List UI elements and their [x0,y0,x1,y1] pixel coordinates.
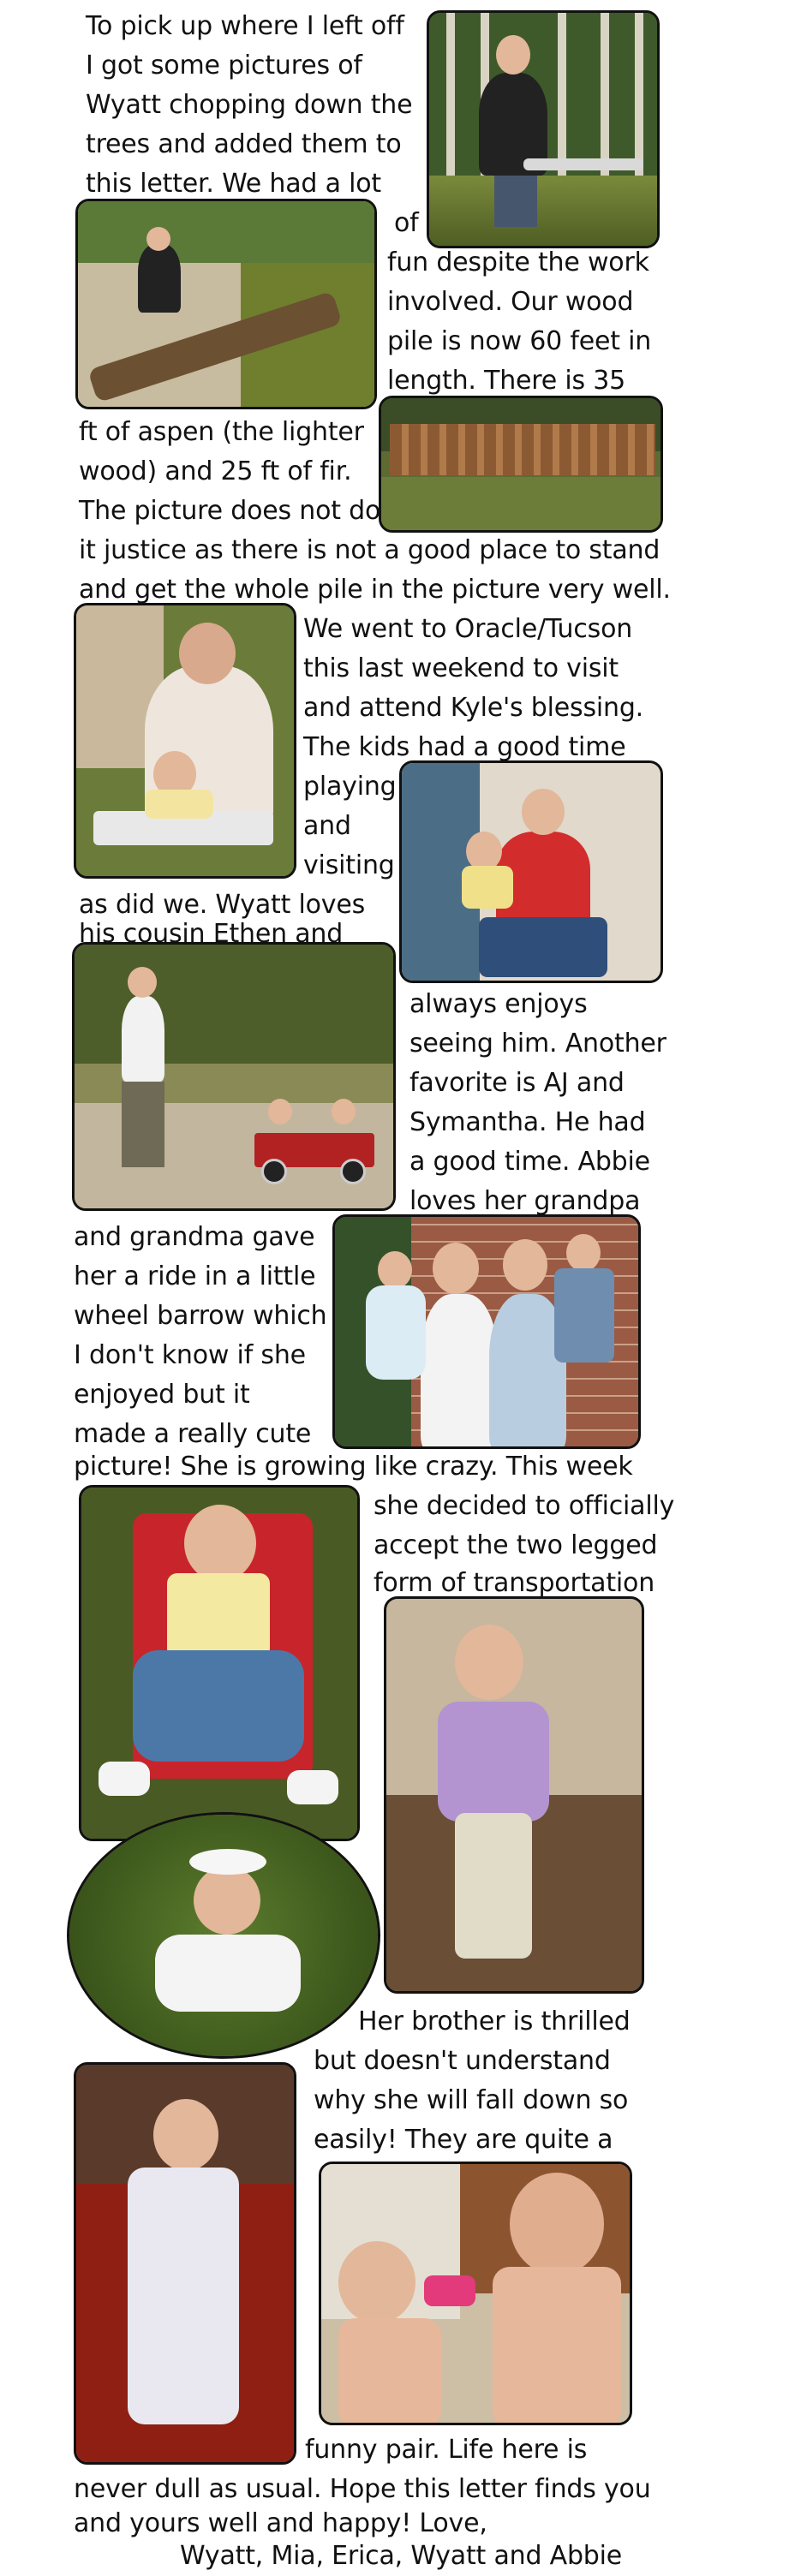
text-line: never dull as usual. Hope this letter finds you [74,2474,651,2504]
text-line: form of transportation [374,1568,655,1598]
text-line: his cousin Ethen and [79,919,344,949]
text-line: loves her grandpa [409,1186,641,1216]
text-line: We went to Oracle/Tucson [303,614,633,644]
text-line: Wyatt chopping down the [86,90,413,120]
text-line: as did we. Wyatt loves [79,890,366,920]
text-line: I don't know if she [74,1340,306,1370]
text-line: accept the two legged [374,1530,658,1560]
text-line: wheel barrow which [74,1301,327,1331]
text-line: length. There is 35 [387,366,626,396]
text-line: and yours well and happy! Love, [74,2508,487,2538]
photo-grandpa-baby [74,603,296,879]
text-line: made a really cute [74,1419,312,1449]
text-line: pile is now 60 feet in [387,326,652,356]
photo-woodpile [379,396,663,533]
text-line: Her brother is thrilled [358,2007,631,2036]
photo-wagon [72,942,396,1211]
text-line: fun despite the work [387,247,649,277]
text-line: To pick up where I left off [86,11,404,41]
text-line: funny pair. Life here is [305,2435,588,2465]
text-line: easily! They are quite a [314,2125,613,2155]
text-line: favorite is AJ and [409,1068,625,1098]
text-line: why she will fall down so [314,2085,629,2115]
text-line: always enjoys [409,989,588,1019]
text-line: this letter. We had a lot [86,169,381,199]
text-line: and [303,811,351,841]
text-line: and grandma gave [74,1222,315,1252]
text-line: and attend Kyle's blessing. [303,693,644,723]
text-line: but doesn't understand [314,2046,611,2076]
text-line: her a ride in a little [74,1261,316,1291]
text-line: The picture does not do [79,496,381,526]
text-line: and get the whole pile in the picture very well. [79,575,671,605]
text-line: involved. Our wood [387,287,634,317]
photo-chainsaw-man [427,10,660,248]
text-line: wood) and 25 ft of fir. [79,456,352,486]
text-line: visiting [303,850,395,880]
text-line: playing [303,772,397,802]
text-line: ft of aspen (the lighter [79,417,364,447]
text-line: this last weekend to visit [303,653,619,683]
photo-family-portrait [332,1214,641,1449]
photo-toddler-pajamas [74,2062,296,2465]
photo-woman-red-shirt [399,760,663,983]
signature-line: Wyatt, Mia, Erica, Wyatt and Abbie [180,2541,623,2571]
text-line: a good time. Abbie [409,1147,650,1177]
photo-cutting-log [75,199,377,409]
text-line: she decided to officially [374,1491,675,1521]
text-line: seeing him. Another [409,1029,666,1058]
text-line: Symantha. He had [409,1107,646,1137]
text-line: picture! She is growing like crazy. This week [74,1452,633,1482]
photo-baby-red-seat [79,1485,360,1841]
photo-baby-purple-standing [384,1596,644,1994]
text-line: I got some pictures of [86,51,362,80]
text-line: it justice as there is not a good place to stand [79,535,661,565]
photo-kids-with-bottle [319,2162,632,2425]
photo-baby-sailor-oval [67,1812,380,2059]
text-line: enjoyed but it [74,1380,250,1410]
text-line: The kids had a good time [303,732,626,762]
text-line: of [394,208,419,238]
text-line: trees and added them to [86,129,402,159]
